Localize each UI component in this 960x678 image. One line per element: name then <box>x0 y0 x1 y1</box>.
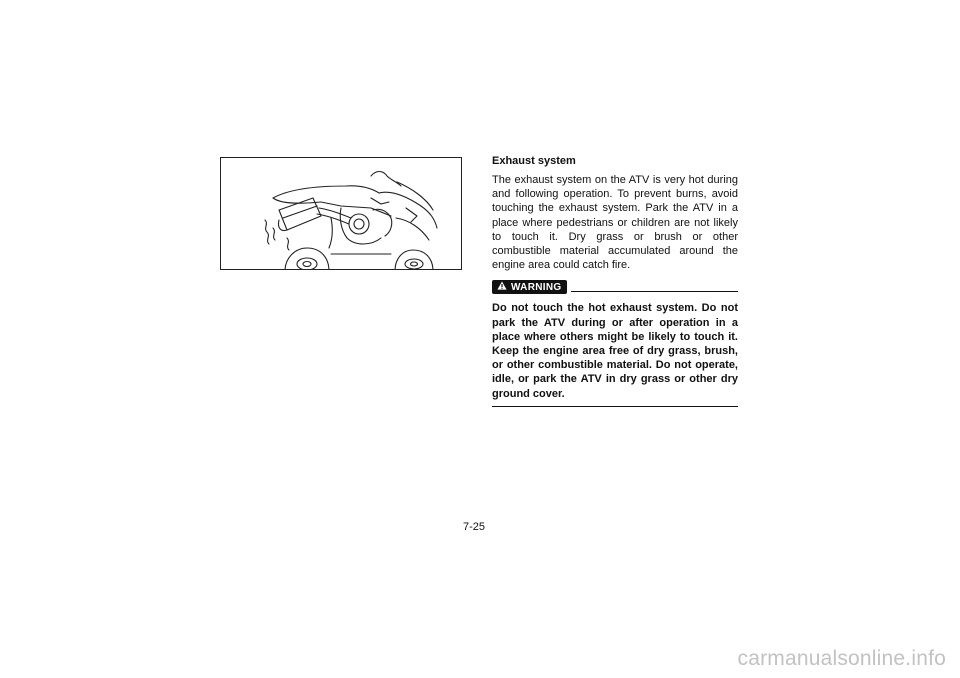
warning-text: Do not touch the hot exhaust system. Do not park the ATV during or after operation in a place where others might be likely to touch it. Keep the engine area free of dry grass, brush, or other combustible material. Do not operate, idle, or park the ATV in dry grass or other dry ground cover. <box>492 301 738 406</box>
warning-badge <box>492 280 567 294</box>
warning-rule <box>571 291 738 292</box>
warning-header <box>492 279 738 295</box>
watermark: carmanualsonline.info <box>737 647 946 670</box>
page-number: 7-25 <box>463 521 486 533</box>
warning-label: WARNING <box>511 281 562 293</box>
section-body: The exhaust system on the ATV is very hot during and following operation. To prevent burns, avoid touching the exhaust system. Park the ATV in a place where pedestrians or children are not likely to touch it. Dry grass or brush or other combustible material accumulated around the engine area could catch fire. <box>492 174 738 272</box>
atv-exhaust-illustration <box>220 157 462 270</box>
atv-drawing-icon <box>221 158 462 270</box>
text-column <box>492 154 738 407</box>
warning-triangle-icon <box>497 281 507 293</box>
section-heading: Exhaust system <box>492 155 576 167</box>
